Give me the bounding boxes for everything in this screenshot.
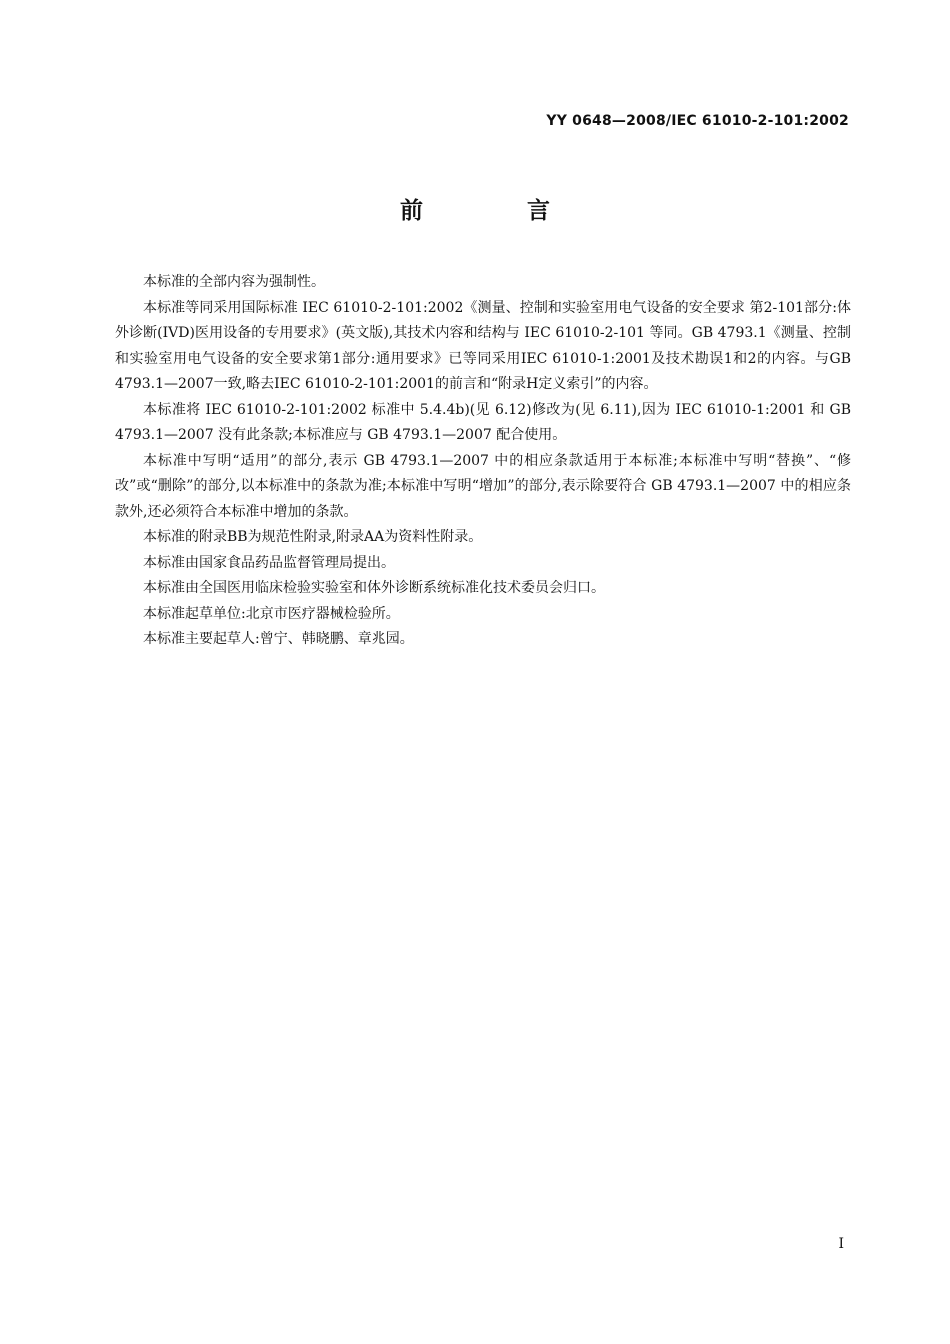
paragraph-applicability: 本标准中写明“适用”的部分,表示 GB 4793.1—2007 中的相应条款适用于本标准;本标准中写明“替换”、“修改”或“删除”的部分,以本标准中的条款为准;本标准中写明“增加”的部分,表示除要符合 GB 4793.1—2007 中的相应条款外,还必须符合本标准中增加的条款。: [115, 452, 851, 520]
paragraph-mandatory: 本标准的全部内容为强制性。: [143, 274, 325, 290]
page-number: I: [838, 1236, 844, 1252]
page-title: 前 言: [399, 198, 598, 224]
paragraph-adoption: 本标准等同采用国际标准 IEC 61010-2-101:2002《测量、控制和实验室用电气设备的安全要求 第2-101部分:体外诊断(IVD)医用设备的专用要求》(英文版),其技术内容和结构与 IEC 61010-2-101 等同。GB 4793.1《测量、控制和实验室用电气设备的安全要求第1部分:通用要求》已等同采用IEC 61010-1:2001及技术勘误1和2的内容。与GB 4793.1—2007一致,略去IEC 61010-2-101:2001的前言和“附录H定义索引”的内容。: [115, 299, 851, 392]
paragraph-committee: 本标准由全国医用临床检验实验室和体外诊断系统标准化技术委员会归口。: [143, 580, 605, 596]
standard-code-header: YY 0648—2008/IEC 61010-2-101:2002: [546, 113, 849, 129]
paragraph-annexes: 本标准的附录BB为规范性附录,附录AA为资料性附录。: [143, 529, 483, 545]
foreword-body: [115, 270, 851, 653]
paragraph-modification: 本标准将 IEC 61010-2-101:2002 标准中 5.4.4b)(见 6.12)修改为(见 6.11),因为 IEC 61010-1:2001 和 GB 4793.1—2007 没有此条款;本标准应与 GB 4793.1—2007 配合使用。: [115, 401, 851, 443]
paragraph-proposer: 本标准由国家食品药品监督管理局提出。: [143, 554, 395, 571]
paragraph-drafting-unit: 本标准起草单位:北京市医疗器械检验所。: [143, 605, 400, 622]
paragraph-drafters: 本标准主要起草人:曾宁、韩晓鹏、章兆园。: [143, 631, 414, 647]
